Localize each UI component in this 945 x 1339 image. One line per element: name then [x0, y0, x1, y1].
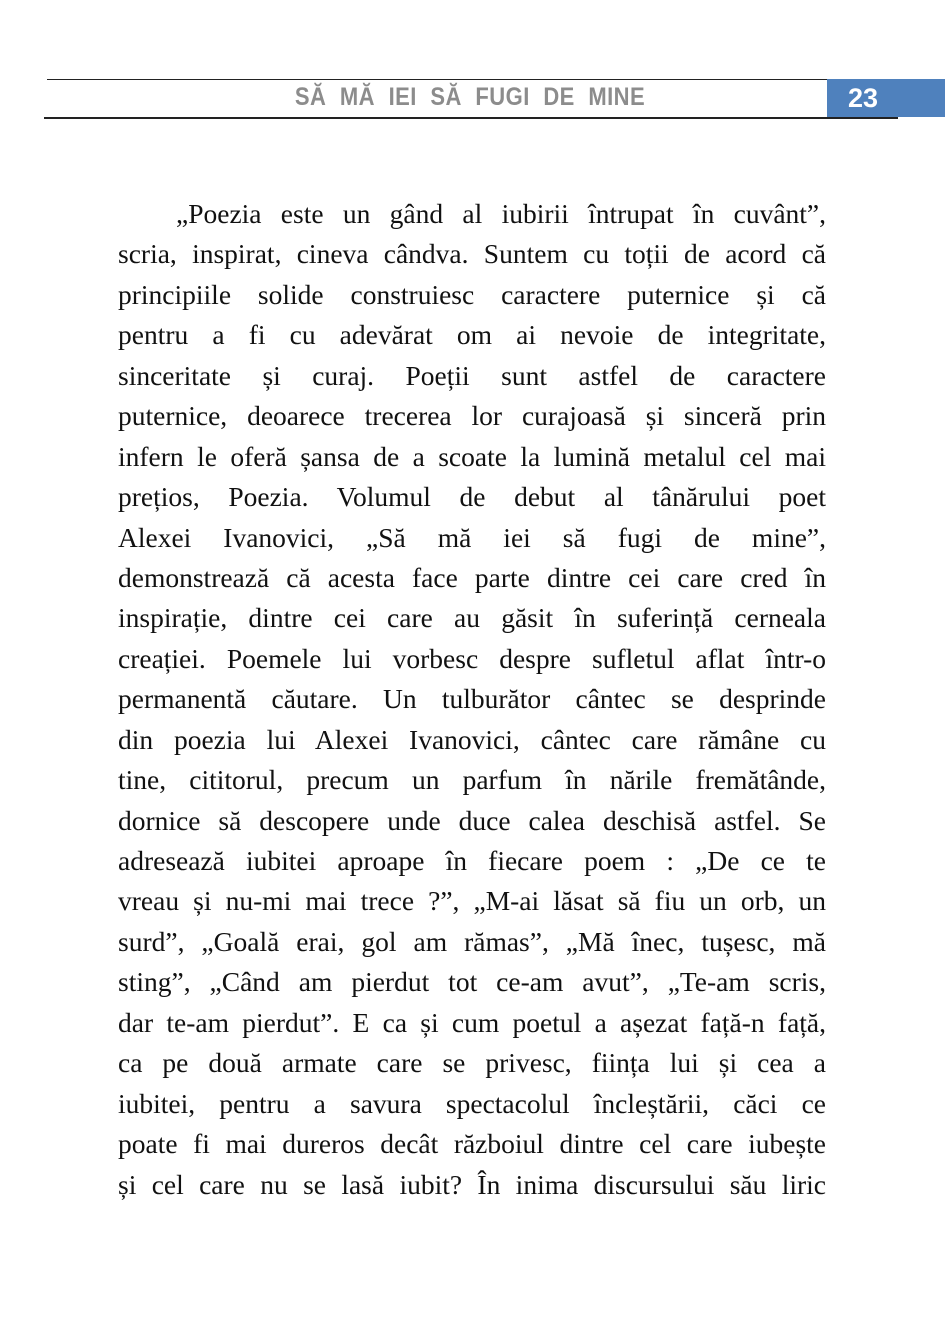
- running-title: SĂ MĂ IEI SĂ FUGI DE MINE: [294, 83, 646, 111]
- page-number-badge: 23: [827, 79, 945, 117]
- text-line: ca pe două armate care se privesc, ființa lui și cea a: [118, 1047, 826, 1079]
- text-line: și cel care nu se lasă iubit? În inima discursului său liric: [118, 1168, 826, 1200]
- text-line: surd”, „Goală erai, gol am rămas”, „Mă înec, tușesc, mă: [118, 925, 826, 957]
- header-top-rule: [47, 79, 827, 80]
- text-line: poate fi mai dureros decât războiul dintre cel care iubește: [118, 1128, 826, 1160]
- text-line: infern le oferă șansa de a scoate la lumină metalul cel mai: [118, 440, 826, 472]
- text-line: creației. Poemele lui vorbesc despre sufletul aflat într-o: [118, 642, 826, 674]
- text-line: demonstrează că acesta face parte dintre cei care cred în: [118, 561, 826, 593]
- text-line: Alexei Ivanovici, „Să mă iei să fugi de mine”,: [118, 521, 826, 553]
- text-line: puternice, deoarece trecerea lor curajoasă și sinceră prin: [118, 400, 826, 432]
- text-line: din poezia lui Alexei Ivanovici, cântec care rămâne cu: [118, 723, 826, 755]
- text-line: adresează iubitei aproape în fiecare poem : „De ce te: [118, 845, 826, 876]
- text-line: dornice să descopere unde duce calea deschisă astfel. Se: [118, 804, 826, 836]
- text-line: prețios, Poezia. Volumul de debut al tânărului poet: [118, 481, 826, 513]
- text-line: pentru a fi cu adevărat om ai nevoie de integritate,: [118, 319, 826, 351]
- header-bottom-rule: [44, 117, 898, 119]
- text-line: iubitei, pentru a savura spectacolul încleștării, căci ce: [118, 1087, 826, 1119]
- text-line: inspirație, dintre cei care au găsit în suferință cerneala: [118, 602, 826, 634]
- body-text: [118, 194, 826, 1205]
- text-line: sting”, „Când am pierdut tot ce-am avut”, „Te-am scris,: [118, 966, 826, 998]
- text-line: scria, inspirat, cineva cândva. Suntem cu toții de acord că: [118, 238, 826, 270]
- text-line: dar te-am pierdut”. E ca și cum poetul a așezat față-n față,: [118, 1006, 826, 1038]
- text-line: permanentă căutare. Un tulburător cântec se desprinde: [118, 683, 826, 715]
- text-line: „Poezia este un gând al iubirii întrupat în cuvânt”,: [176, 198, 826, 229]
- text-line: vreau și nu-mi mai trece ?”, „M-ai lăsat să fiu un orb, un: [118, 885, 826, 917]
- text-line: sinceritate și curaj. Poeții sunt astfel de caractere: [118, 359, 826, 391]
- text-line: tine, cititorul, precum un parfum în nările fremătânde,: [118, 764, 826, 796]
- text-line: principiile solide construiesc caractere puternice și că: [118, 278, 826, 310]
